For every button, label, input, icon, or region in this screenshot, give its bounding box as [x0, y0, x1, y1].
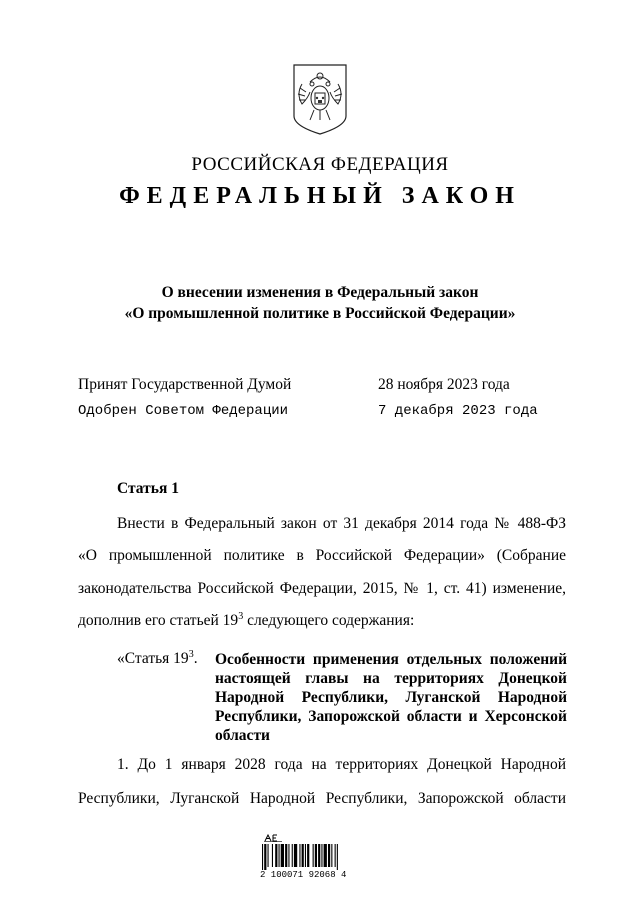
article-19-3-heading: Особенности применения отдельных положений настоящей главы на территориях Донецкой Народной Республики, Луганской Народной Республики, Запорожской области и Херсонской области: [215, 651, 567, 744]
barcode-bar: [318, 844, 320, 867]
barcode-bar: [268, 844, 269, 867]
russian-coat-of-arms-icon: [288, 62, 352, 136]
barcode-bar: [305, 844, 306, 867]
barcode-bar: [262, 844, 263, 870]
council-label: Одобрен Советом Федерации: [78, 403, 289, 419]
council-date: 7 декабря 2023 года: [378, 403, 538, 419]
barcode-bar: [279, 844, 280, 867]
law-title-line-1: О внесении изменения в Федеральный закон: [161, 284, 479, 301]
barcode-bar: [292, 844, 293, 867]
article-1-heading: Статья 1: [117, 480, 179, 497]
article-1-line-2: «О промышленной политике в Российской Федерации» (Собрание: [78, 547, 566, 564]
barcode-bar: [275, 844, 277, 867]
article-1-line-4-sup: 3: [238, 610, 244, 622]
barcode-bar: [272, 844, 273, 867]
barcode-bar: [288, 844, 289, 867]
barcode-bar: [315, 844, 317, 867]
barcode-bar: [335, 844, 336, 867]
duma-date: 28 ноября 2023 года: [378, 376, 510, 393]
barcode-bar: [321, 844, 322, 867]
article-1-line-3: законодательства Российской Федерации, 2015, № 1, ст. 41) изменение,: [78, 580, 566, 597]
barcode-bar: [337, 844, 338, 870]
article-19-3-prefix-sup: 3: [188, 648, 194, 660]
barcode-bar: [302, 844, 304, 867]
article-19-3-prefix: [117, 650, 198, 668]
barcode-bar: [264, 844, 266, 870]
barcode-bar: [299, 844, 300, 867]
duma-label: Принят Государственной Думой: [78, 376, 292, 393]
body-line-2: Республики, Луганской Народной Республики, Запорожской области: [78, 790, 566, 807]
barcode: [260, 844, 380, 870]
article-19-3-prefix-b: .: [193, 650, 198, 667]
barcode-block: [254, 834, 394, 880]
barcode-bar: [294, 844, 297, 867]
law-title-line-2: «О промышленной политике в Российской Федерации»: [124, 305, 516, 322]
article-1-line-4-b: следующего содержания:: [243, 612, 415, 629]
country-name: РОССИЙСКАЯ ФЕДЕРАЦИЯ: [191, 154, 449, 175]
article-19-3-prefix-a: «Статья 19: [117, 650, 189, 667]
barcode-bar: [324, 844, 327, 867]
document-type: ФЕДЕРАЛЬНЫЙ ЗАКОН: [119, 183, 521, 209]
law-title: [0, 282, 640, 324]
barcode-bar: [313, 844, 314, 867]
article-1-line-4-a: дополнив его статьей 19: [78, 612, 239, 629]
barcode-bar: [285, 844, 287, 867]
article-1-line-1: Внести в Федеральный закон от 31 декабря 2014 года № 488-ФЗ: [117, 515, 566, 532]
publisher-logo-icon: [264, 834, 282, 842]
adoption-duma-row: [78, 376, 568, 394]
adoption-council-row: [78, 403, 568, 419]
barcode-bar: [281, 844, 284, 867]
article-1-line-4: [78, 612, 566, 630]
body-line-1: 1. До 1 января 2028 года на территориях Донецкой Народной: [117, 756, 566, 773]
barcode-bar: [331, 844, 332, 867]
barcode-bar: [328, 844, 330, 867]
barcode-number: 2 100071 92068 4: [260, 870, 347, 880]
barcode-bar: [307, 844, 309, 867]
